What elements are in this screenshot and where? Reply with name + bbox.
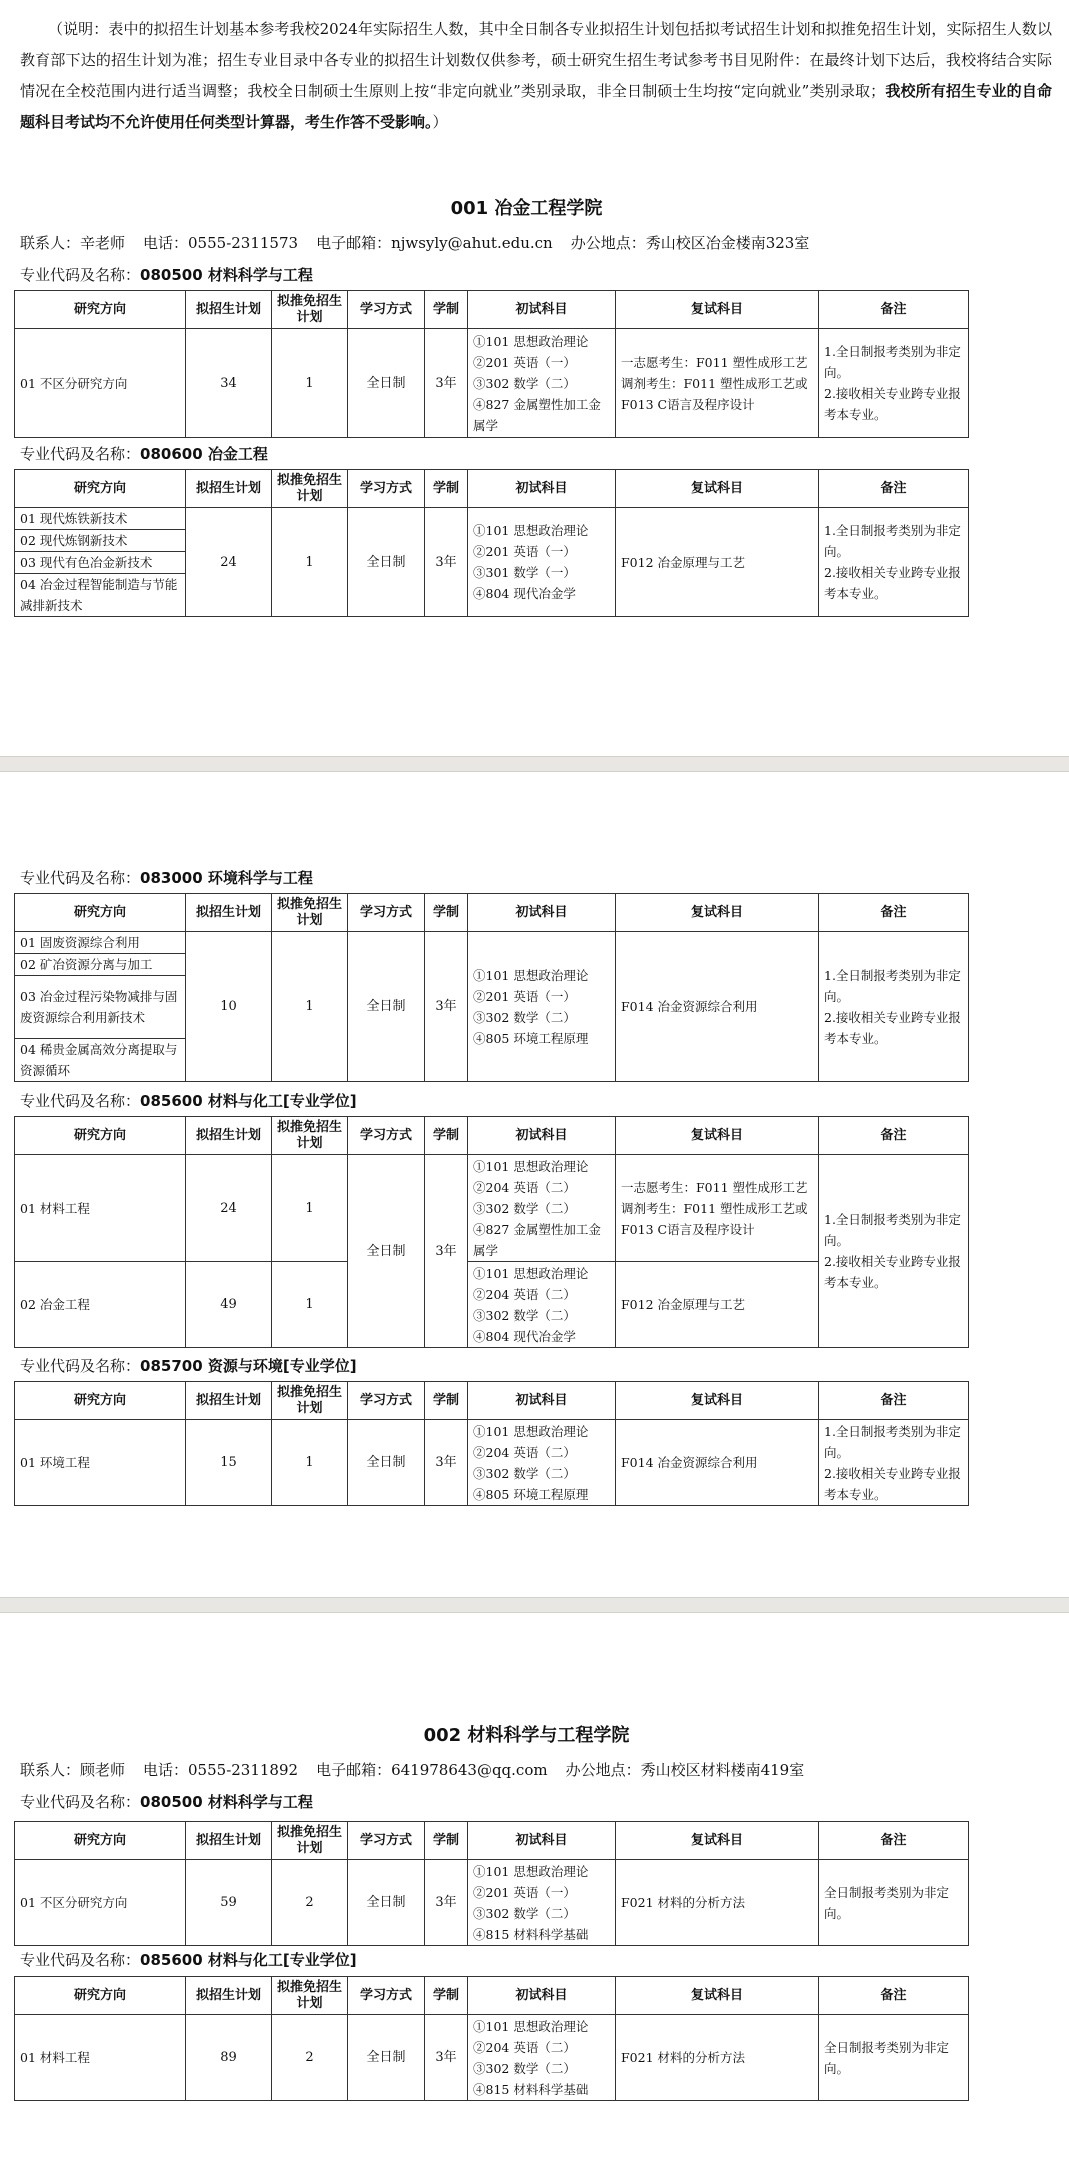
col-header: 备注	[819, 894, 969, 932]
major-label: 专业代码及名称：080600 冶金工程	[20, 445, 268, 463]
exam-cell: ①101 思想政治理论 ②201 英语（一） ③301 数学（一） ④804 现代冶金学	[468, 508, 616, 617]
table-header-row	[15, 1117, 969, 1155]
table-header-row	[15, 894, 969, 932]
college-contact	[20, 1759, 822, 1780]
years-cell: 3年	[425, 932, 468, 1082]
major-table	[14, 1976, 969, 2101]
retest-cell: F021 材料的分析方法	[616, 1860, 819, 1946]
direction-cell: 01 材料工程	[15, 1155, 186, 1262]
col-header: 拟推免招生计划	[272, 291, 348, 329]
mode-cell: 全日制	[348, 329, 425, 438]
retest-cell: F014 冶金资源综合利用	[616, 932, 819, 1082]
direction-cell: 01 固废资源综合利用	[15, 932, 186, 954]
table-row	[15, 932, 969, 954]
col-header: 学制	[425, 1977, 468, 2015]
contact-email: 电子邮箱：njwsyly@ahut.edu.cn	[316, 234, 553, 252]
page-1	[0, 0, 1069, 756]
major-table	[14, 1116, 969, 1348]
col-header: 拟招生计划	[186, 1977, 272, 2015]
table-row	[15, 1860, 969, 1946]
col-header: 研究方向	[15, 1117, 186, 1155]
col-header: 学习方式	[348, 1822, 425, 1860]
major-table	[14, 893, 969, 1082]
col-header: 备注	[819, 291, 969, 329]
plan-cell: 34	[186, 329, 272, 438]
major-label: 专业代码及名称：080500 材料科学与工程	[20, 266, 313, 284]
recommend-cell: 2	[272, 1860, 348, 1946]
col-header: 拟推免招生计划	[272, 470, 348, 508]
direction-cell: 01 现代炼铁新技术	[15, 508, 186, 530]
col-header: 拟推免招生计划	[272, 894, 348, 932]
table-row	[15, 2015, 969, 2101]
contact-person: 联系人：顾老师	[20, 1761, 126, 1779]
exam-cell: ①101 思想政治理论 ②204 英语（二） ③302 数学（二） ④804 现代冶金学	[468, 1262, 616, 1348]
mode-cell: 全日制	[348, 1420, 425, 1506]
col-header: 研究方向	[15, 894, 186, 932]
col-header: 拟招生计划	[186, 1822, 272, 1860]
page-separator	[0, 756, 1069, 772]
years-cell: 3年	[425, 1155, 468, 1348]
col-header: 研究方向	[15, 1977, 186, 2015]
col-header: 备注	[819, 470, 969, 508]
remark-cell: 全日制报考类别为非定向。	[819, 2015, 969, 2101]
mode-cell: 全日制	[348, 1860, 425, 1946]
col-header: 复试科目	[616, 1822, 819, 1860]
col-header: 初试科目	[468, 1117, 616, 1155]
table-row	[15, 1420, 969, 1506]
retest-cell: F014 冶金资源综合利用	[616, 1420, 819, 1506]
explanation-note	[20, 14, 1052, 138]
retest-cell: 一志愿考生：F011 塑性成形工艺 调剂考生：F011 塑性成形工艺或F013 C语言及程序设计	[616, 1155, 819, 1262]
recommend-cell: 1	[272, 508, 348, 617]
page-separator	[0, 1597, 1069, 1613]
col-header: 复试科目	[616, 470, 819, 508]
table-row	[15, 1155, 969, 1262]
contact-office: 办公地点：秀山校区材料楼南419室	[565, 1761, 805, 1779]
exam-cell: ①101 思想政治理论 ②204 英语（二） ③302 数学（二） ④815 材料科学基础	[468, 2015, 616, 2101]
col-header: 复试科目	[616, 1382, 819, 1420]
remark-cell: 1.全日制报考类别为非定向。 2.接收相关专业跨专业报考本专业。	[819, 329, 969, 438]
col-header: 拟招生计划	[186, 1382, 272, 1420]
direction-cell: 02 矿冶资源分离与加工	[15, 954, 186, 976]
remark-cell: 1.全日制报考类别为非定向。 2.接收相关专业跨专业报考本专业。	[819, 1420, 969, 1506]
page-3	[0, 1613, 1069, 2182]
major-table	[14, 1381, 969, 1506]
col-header: 复试科目	[616, 894, 819, 932]
col-header: 研究方向	[15, 1382, 186, 1420]
plan-cell: 49	[186, 1262, 272, 1348]
remark-cell: 1.全日制报考类别为非定向。 2.接收相关专业跨专业报考本专业。	[819, 1155, 969, 1348]
recommend-cell: 1	[272, 932, 348, 1082]
exam-cell: ①101 思想政治理论 ②201 英语（一） ③302 数学（二） ④815 材料科学基础	[468, 1860, 616, 1946]
retest-cell: F021 材料的分析方法	[616, 2015, 819, 2101]
direction-cell: 04 冶金过程智能制造与节能减排新技术	[15, 574, 186, 617]
direction-cell: 01 环境工程	[15, 1420, 186, 1506]
col-header: 学制	[425, 291, 468, 329]
major-name: 080600 冶金工程	[140, 445, 268, 463]
direction-cell: 03 现代有色冶金新技术	[15, 552, 186, 574]
col-header: 备注	[819, 1977, 969, 2015]
mode-cell: 全日制	[348, 1155, 425, 1348]
retest-cell: F012 冶金原理与工艺	[616, 508, 819, 617]
recommend-cell: 1	[272, 1420, 348, 1506]
remark-cell: 全日制报考类别为非定向。	[819, 1860, 969, 1946]
mode-cell: 全日制	[348, 2015, 425, 2101]
note-bold: 我校所有招生专业的自命题科目考试均不允许使用任何类型计算器，考生作答不受影响。	[20, 82, 1052, 131]
plan-cell: 24	[186, 1155, 272, 1262]
col-header: 初试科目	[468, 1822, 616, 1860]
col-header: 研究方向	[15, 1822, 186, 1860]
col-header: 学习方式	[348, 291, 425, 329]
col-header: 学制	[425, 894, 468, 932]
col-header: 拟推免招生计划	[272, 1382, 348, 1420]
years-cell: 3年	[425, 1860, 468, 1946]
years-cell: 3年	[425, 508, 468, 617]
remark-cell: 1.全日制报考类别为非定向。 2.接收相关专业跨专业报考本专业。	[819, 508, 969, 617]
plan-cell: 10	[186, 932, 272, 1082]
direction-cell: 04 稀贵金属高效分离提取与资源循环	[15, 1039, 186, 1082]
exam-cell: ①101 思想政治理论 ②204 英语（二） ③302 数学（二） ④827 金属塑性加工金属学	[468, 1155, 616, 1262]
col-header: 拟招生计划	[186, 470, 272, 508]
retest-cell: 一志愿考生：F011 塑性成形工艺 调剂考生：F011 塑性成形工艺或F013 C语言及程序设计	[616, 329, 819, 438]
major-name: 083000 环境科学与工程	[140, 869, 313, 887]
table-header-row	[15, 1977, 969, 2015]
col-header: 拟推免招生计划	[272, 1117, 348, 1155]
major-label: 专业代码及名称：085600 材料与化工[专业学位]	[20, 1951, 357, 1969]
col-header: 初试科目	[468, 894, 616, 932]
col-header: 拟推免招生计划	[272, 1822, 348, 1860]
recommend-cell: 1	[272, 1262, 348, 1348]
note-text: （说明：表中的拟招生计划基本参考我校2024年实际招生人数，其中全日制各专业拟招生计划包括拟考试招生计划和拟推免招生计划，实际招生人数以教育部下达的招生计划为准；招生专业目录中各专业的拟招生计划数仅供参考，硕士研究生招生考试参考书目见附件：在最终计划下达后，我校将结合实际情况在全校范围内进行适当调整；我校全日制硕士生原则上按“非定向就业”类别录取，非全日制硕士生均按“定向就业”类别录取；	[20, 20, 1052, 100]
plan-cell: 59	[186, 1860, 272, 1946]
major-name: 080500 材料科学与工程	[140, 266, 313, 284]
major-label: 专业代码及名称：083000 环境科学与工程	[20, 869, 313, 887]
page-2	[0, 772, 1069, 1597]
recommend-cell: 1	[272, 1155, 348, 1262]
remark-cell: 1.全日制报考类别为非定向。 2.接收相关专业跨专业报考本专业。	[819, 932, 969, 1082]
col-header: 学习方式	[348, 1977, 425, 2015]
note-end: ）	[432, 113, 448, 131]
col-header: 备注	[819, 1117, 969, 1155]
table-header-row	[15, 1382, 969, 1420]
col-header: 学习方式	[348, 1117, 425, 1155]
col-header: 学习方式	[348, 1382, 425, 1420]
years-cell: 3年	[425, 1420, 468, 1506]
plan-cell: 15	[186, 1420, 272, 1506]
college-title: 001 冶金工程学院	[450, 198, 603, 219]
major-table	[14, 469, 969, 617]
col-header: 拟招生计划	[186, 291, 272, 329]
college-title: 002 材料科学与工程学院	[423, 1725, 630, 1746]
col-header: 初试科目	[468, 1977, 616, 2015]
direction-cell: 01 材料工程	[15, 2015, 186, 2101]
direction-cell: 03 冶金过程污染物减排与固废资源综合利用新技术	[15, 976, 186, 1039]
col-header: 初试科目	[468, 291, 616, 329]
retest-cell: F012 冶金原理与工艺	[616, 1262, 819, 1348]
exam-cell: ①101 思想政治理论 ②201 英语（一） ③302 数学（二） ④805 环境工程原理	[468, 932, 616, 1082]
recommend-cell: 2	[272, 2015, 348, 2101]
direction-cell: 02 冶金工程	[15, 1262, 186, 1348]
contact-phone: 电话：0555-2311892	[143, 1761, 299, 1779]
col-header: 拟招生计划	[186, 894, 272, 932]
major-name: 085600 材料与化工[专业学位]	[140, 1092, 357, 1110]
table-header-row	[15, 291, 969, 329]
direction-cell: 01 不区分研究方向	[15, 329, 186, 438]
col-header: 复试科目	[616, 1117, 819, 1155]
direction-cell: 02 现代炼钢新技术	[15, 530, 186, 552]
direction-cell: 01 不区分研究方向	[15, 1860, 186, 1946]
contact-phone: 电话：0555-2311573	[143, 234, 299, 252]
col-header: 备注	[819, 1382, 969, 1420]
major-name: 080500 材料科学与工程	[140, 1793, 313, 1811]
major-label: 专业代码及名称：085600 材料与化工[专业学位]	[20, 1092, 357, 1110]
col-header: 学制	[425, 1117, 468, 1155]
contact-person: 联系人：辛老师	[20, 234, 126, 252]
col-header: 学制	[425, 1382, 468, 1420]
col-header: 学习方式	[348, 470, 425, 508]
years-cell: 3年	[425, 329, 468, 438]
plan-cell: 89	[186, 2015, 272, 2101]
major-name: 085600 材料与化工[专业学位]	[140, 1951, 357, 1969]
col-header: 初试科目	[468, 470, 616, 508]
col-header: 学制	[425, 470, 468, 508]
col-header: 复试科目	[616, 1977, 819, 2015]
recommend-cell: 1	[272, 329, 348, 438]
table-header-row	[15, 1822, 969, 1860]
table-header-row	[15, 470, 969, 508]
col-header: 研究方向	[15, 291, 186, 329]
col-header: 初试科目	[468, 1382, 616, 1420]
table-row	[15, 329, 969, 438]
contact-office: 办公地点：秀山校区冶金楼南323室	[570, 234, 810, 252]
major-table	[14, 290, 969, 438]
years-cell: 3年	[425, 2015, 468, 2101]
col-header: 学制	[425, 1822, 468, 1860]
major-name: 085700 资源与环境[专业学位]	[140, 1357, 357, 1375]
col-header: 拟招生计划	[186, 1117, 272, 1155]
mode-cell: 全日制	[348, 932, 425, 1082]
exam-cell: ①101 思想政治理论 ②201 英语（一） ③302 数学（二） ④827 金属塑性加工金属学	[468, 329, 616, 438]
major-table	[14, 1821, 969, 1946]
plan-cell: 24	[186, 508, 272, 617]
contact-email: 电子邮箱：641978643@qq.com	[316, 1761, 548, 1779]
major-label: 专业代码及名称：085700 资源与环境[专业学位]	[20, 1357, 357, 1375]
mode-cell: 全日制	[348, 508, 425, 617]
major-label: 专业代码及名称：080500 材料科学与工程	[20, 1793, 313, 1811]
col-header: 备注	[819, 1822, 969, 1860]
college-contact	[20, 232, 827, 253]
exam-cell: ①101 思想政治理论 ②204 英语（二） ③302 数学（二） ④805 环境工程原理	[468, 1420, 616, 1506]
col-header: 学习方式	[348, 894, 425, 932]
table-row	[15, 508, 969, 530]
col-header: 复试科目	[616, 291, 819, 329]
col-header: 拟推免招生计划	[272, 1977, 348, 2015]
col-header: 研究方向	[15, 470, 186, 508]
